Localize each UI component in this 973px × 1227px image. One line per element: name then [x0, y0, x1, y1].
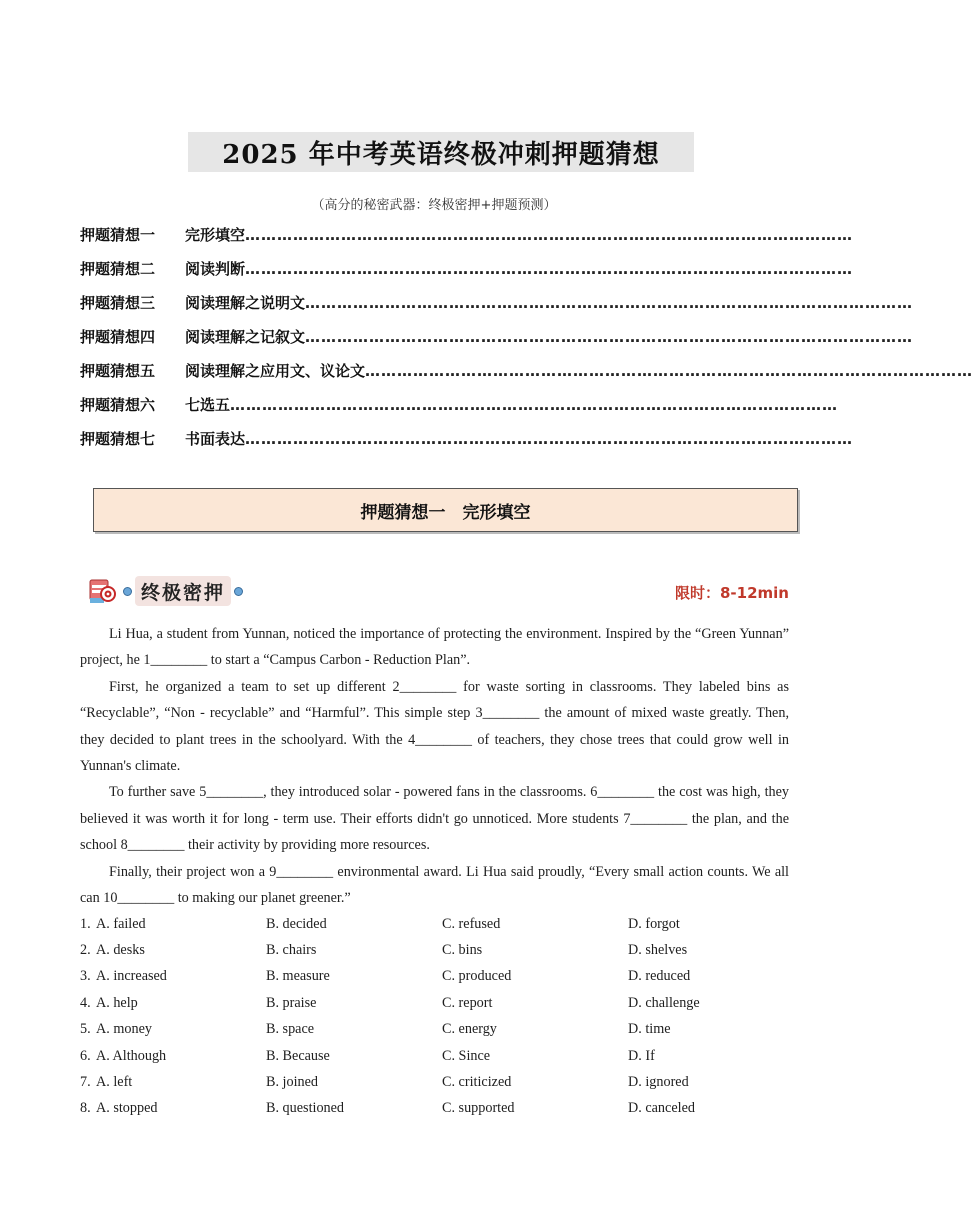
- toc-item-number: 押题猜想二: [80, 260, 156, 278]
- option-c[interactable]: C. refused: [442, 915, 501, 932]
- option-a[interactable]: A. left: [96, 1074, 133, 1091]
- toc-leader-dots: ……………………………………………………………………………………………………: [305, 328, 914, 346]
- question-row: [80, 911, 800, 937]
- option-b[interactable]: B. praise: [266, 994, 317, 1011]
- option-b[interactable]: B. space: [266, 1021, 315, 1038]
- toc-item-number: 押题猜想六: [80, 396, 156, 414]
- question-number: 8.: [80, 1100, 91, 1117]
- option-b[interactable]: B. chairs: [266, 942, 317, 959]
- toc-item[interactable]: [80, 428, 854, 462]
- banner-dot: [123, 587, 132, 596]
- toc-leader-dots: ……………………………………………………………………………………………………: [305, 294, 914, 312]
- toc-item[interactable]: [80, 360, 973, 394]
- option-a[interactable]: A. Although: [96, 1047, 167, 1064]
- option-d[interactable]: D. ignored: [628, 1074, 689, 1091]
- question-number: 6.: [80, 1047, 91, 1064]
- toc-item-number: 押题猜想五: [80, 362, 156, 380]
- toc-item-label: 阅读理解之记叙文: [185, 328, 306, 346]
- toc-item-label: 完形填空: [185, 226, 246, 244]
- option-c[interactable]: C. report: [442, 994, 493, 1011]
- option-a[interactable]: A. desks: [96, 942, 145, 959]
- option-c[interactable]: C. energy: [442, 1021, 497, 1038]
- option-b[interactable]: B. joined: [266, 1074, 319, 1091]
- toc-item[interactable]: [80, 326, 914, 360]
- banner: [88, 574, 246, 608]
- option-d[interactable]: D. challenge: [628, 994, 700, 1011]
- option-b[interactable]: B. questioned: [266, 1100, 345, 1117]
- question-number: 2.: [80, 942, 91, 959]
- toc-item[interactable]: [80, 394, 839, 428]
- option-c[interactable]: C. criticized: [442, 1074, 512, 1091]
- option-a[interactable]: A. money: [96, 1021, 152, 1038]
- option-b[interactable]: B. decided: [266, 915, 327, 932]
- table-of-contents: [80, 224, 973, 462]
- question-row: [80, 1043, 800, 1069]
- answer-options: [80, 911, 800, 1122]
- question-number: 4.: [80, 994, 91, 1011]
- question-row: [80, 937, 800, 963]
- toc-item-label: 书面表达: [185, 430, 246, 448]
- toc-leader-dots: ……………………………………………………………………………………………………: [245, 226, 854, 244]
- option-b[interactable]: B. measure: [266, 968, 330, 985]
- cloze-passage: [80, 621, 789, 911]
- option-b[interactable]: B. Because: [266, 1047, 330, 1064]
- question-number: 1.: [80, 915, 91, 932]
- question-row: [80, 1069, 800, 1095]
- option-d[interactable]: D. time: [628, 1021, 671, 1038]
- passage-paragraph: To further save 5________, they introduced solar - powered fans in the classrooms. 6________ the cost was high, they believed it was worth it for long - term use. Their efforts didn't go unnoticed. More students 7________ the plan, and the school 8________ their activity by providing more resources.: [80, 784, 789, 854]
- toc-item-label: 阅读理解之说明文: [185, 294, 306, 312]
- banner-label: 终极密押: [135, 576, 231, 606]
- toc-item-number: 押题猜想一: [80, 226, 156, 244]
- toc-item-number: 押题猜想七: [80, 430, 156, 448]
- option-c[interactable]: C. Since: [442, 1047, 491, 1064]
- passage-paragraph: First, he organized a team to set up different 2________ for waste sorting in classrooms. They labeled bins as “Recyclable”, “Non - recyclable” and “Harmful”. This simple step 3________ the amount of mixed waste greatly. Then, they decided to plant trees in the schoolyard. With the 4________ of teachers, they chose trees that could grow well in Yunnan's climate.: [80, 678, 789, 775]
- banner-dot: [234, 587, 243, 596]
- passage-paragraph: Li Hua, a student from Yunnan, noticed the importance of protecting the environment. Inspired by the “Green Yunnan” project, he 1________ to start a “Campus Carbon - Reduction Plan”.: [80, 626, 789, 669]
- toc-item-label: 阅读理解之应用文、议论文: [185, 362, 366, 380]
- toc-leader-dots: ……………………………………………………………………………………………………: [230, 396, 839, 414]
- option-d[interactable]: D. shelves: [628, 942, 688, 959]
- toc-leader-dots: ……………………………………………………………………………………………………: [245, 260, 854, 278]
- page-subtitle: （高分的秘密武器：终极密押+押题预测）: [311, 198, 557, 213]
- target-calendar-icon: [88, 576, 118, 606]
- option-a[interactable]: A. stopped: [96, 1100, 158, 1117]
- option-c[interactable]: C. bins: [442, 942, 483, 959]
- option-c[interactable]: C. supported: [442, 1100, 515, 1117]
- option-d[interactable]: D. reduced: [628, 968, 691, 985]
- passage-paragraph: Finally, their project won a 9________ environmental award. Li Hua said proudly, “Every small action counts. We all can 10________ to making our planet greener.”: [80, 863, 789, 907]
- question-row: [80, 964, 800, 990]
- toc-item-number: 押题猜想三: [80, 294, 156, 312]
- option-d[interactable]: D. canceled: [628, 1100, 695, 1117]
- question-row: [80, 1096, 800, 1122]
- option-a[interactable]: A. help: [96, 994, 138, 1011]
- option-a[interactable]: A. increased: [96, 968, 167, 985]
- title-banner: [188, 132, 694, 172]
- toc-item[interactable]: [80, 292, 914, 326]
- option-c[interactable]: C. produced: [442, 968, 512, 985]
- question-row: [80, 1017, 800, 1043]
- page-title: 2025 年中考英语终极冲刺押题猜想: [222, 139, 660, 170]
- option-d[interactable]: D. If: [628, 1047, 655, 1064]
- section-title: 押题猜想一 完形填空: [360, 502, 531, 523]
- toc-item-number: 押题猜想四: [80, 328, 156, 346]
- toc-item[interactable]: [80, 224, 854, 258]
- question-number: 5.: [80, 1021, 91, 1038]
- question-number: 3.: [80, 968, 91, 985]
- time-limit: 限时：8-12min: [675, 584, 789, 602]
- toc-item[interactable]: [80, 258, 854, 292]
- question-number: 7.: [80, 1074, 91, 1091]
- option-a[interactable]: A. failed: [96, 915, 146, 932]
- option-d[interactable]: D. forgot: [628, 915, 680, 932]
- section-header: [93, 488, 798, 532]
- question-row: [80, 990, 800, 1016]
- toc-leader-dots: ……………………………………………………………………………………………………: [365, 362, 973, 380]
- toc-leader-dots: ……………………………………………………………………………………………………: [245, 430, 854, 448]
- toc-item-label: 阅读判断: [185, 260, 246, 278]
- toc-item-label: 七选五: [185, 396, 231, 414]
